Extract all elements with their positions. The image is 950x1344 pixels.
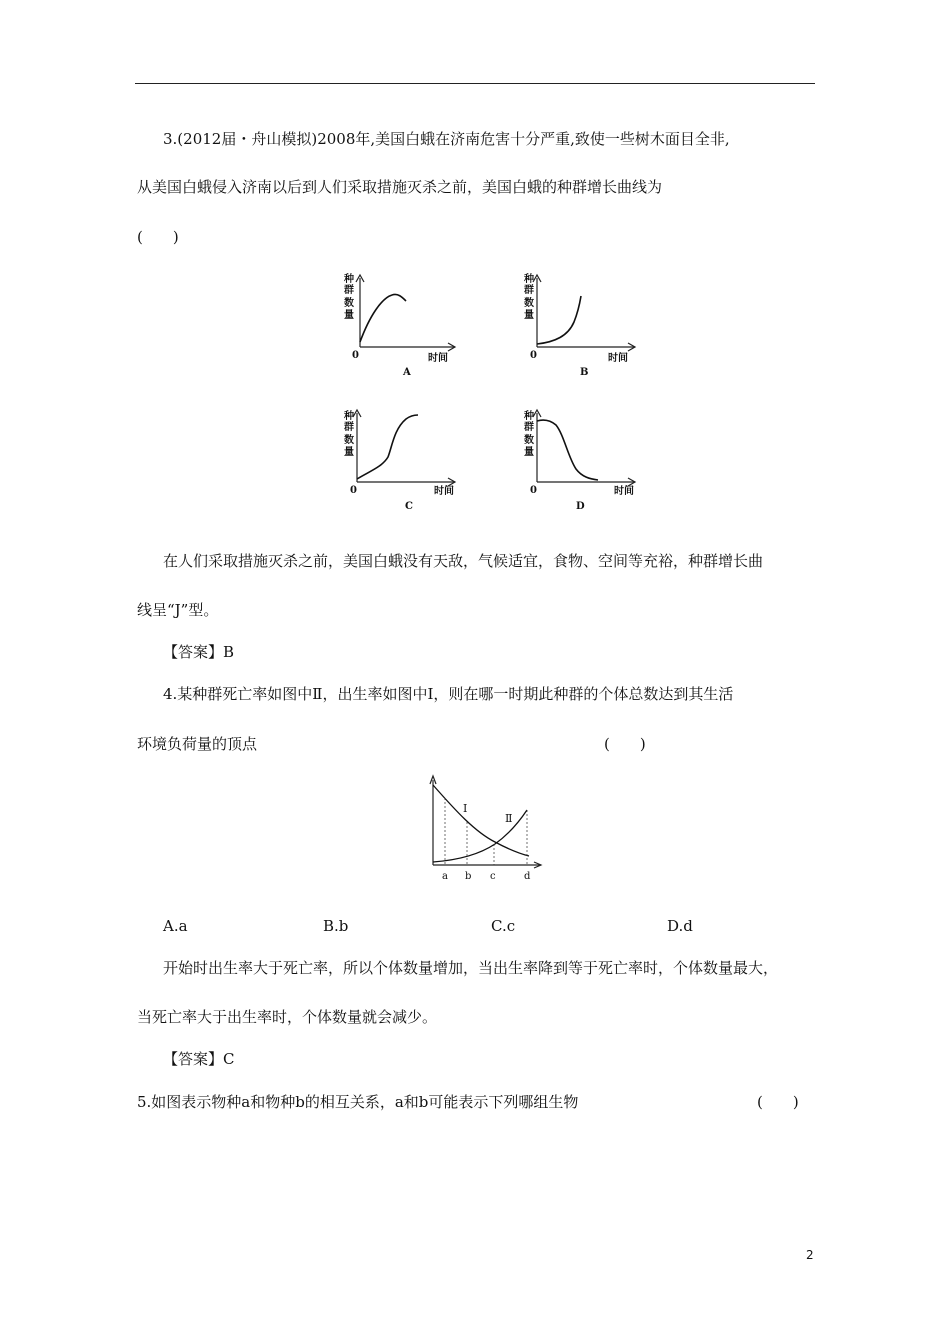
curve1-label: Ⅰ bbox=[463, 802, 468, 815]
q5-line1: 5.如图表示物种a和物种b的相互关系，a和b可能表示下列哪组生物 bbox=[137, 1093, 579, 1111]
curve-c bbox=[357, 415, 418, 479]
curve-d bbox=[537, 420, 598, 480]
q3-answer: 【答案】B bbox=[163, 643, 235, 661]
y-char: 群 bbox=[524, 422, 534, 433]
q4-line2: 环境负荷量的顶点 bbox=[137, 735, 258, 753]
y-char: 数 bbox=[344, 298, 354, 309]
option-c: C.c bbox=[491, 917, 516, 935]
x-label: 时间 bbox=[614, 486, 634, 497]
y-char: 数 bbox=[524, 298, 534, 309]
x-label: 时间 bbox=[434, 486, 454, 497]
y-char: 种 bbox=[524, 411, 534, 422]
y-char: 量 bbox=[524, 310, 534, 321]
y-char: 量 bbox=[524, 447, 534, 458]
q4-answer: 【答案】C bbox=[163, 1050, 235, 1068]
tick-c: c bbox=[490, 871, 496, 882]
graph-a bbox=[343, 272, 455, 378]
label-d: D bbox=[576, 501, 585, 512]
tick-a: a bbox=[442, 871, 448, 882]
curve-b bbox=[537, 296, 581, 344]
q4-line1: 4.某种群死亡率如图中Ⅱ，出生率如图中Ⅰ，则在哪一时期此种群的个体总数达到其生活 bbox=[163, 685, 734, 703]
q3-explain2: 线呈“J”型。 bbox=[137, 601, 219, 619]
origin: 0 bbox=[530, 350, 537, 361]
q5-paren: ( ) bbox=[757, 1093, 799, 1111]
q4-chart bbox=[425, 770, 545, 889]
graph-d bbox=[523, 409, 635, 512]
label-b: B bbox=[580, 367, 589, 378]
label-c: C bbox=[405, 501, 413, 512]
y-char: 群 bbox=[344, 285, 354, 296]
y-char: 种 bbox=[344, 411, 354, 422]
header-rule bbox=[135, 83, 815, 84]
graph-b bbox=[523, 272, 635, 378]
page-number: 2 bbox=[806, 1248, 814, 1262]
origin: 0 bbox=[352, 350, 359, 361]
origin: 0 bbox=[530, 485, 537, 496]
option-b: B.b bbox=[323, 917, 349, 935]
y-char: 群 bbox=[344, 422, 354, 433]
q4-paren: ( ) bbox=[604, 735, 646, 753]
tick-d: d bbox=[524, 871, 531, 882]
option-a: A.a bbox=[163, 917, 188, 935]
y-char: 数 bbox=[344, 435, 354, 446]
graph-c bbox=[343, 409, 455, 512]
origin: 0 bbox=[350, 485, 357, 496]
q3-graphs bbox=[330, 270, 660, 529]
tick-b: b bbox=[465, 871, 472, 882]
x-label: 时间 bbox=[428, 353, 448, 364]
q4-explain1: 开始时出生率大于死亡率，所以个体数量增加，当出生率降到等于死亡率时，个体数量最大， bbox=[163, 959, 779, 977]
label-a: A bbox=[403, 367, 411, 378]
q3-line2: 从美国白蛾侵入济南以后到人们采取措施灭杀之前，美国白蛾的种群增长曲线为 bbox=[137, 178, 663, 196]
q3-paren: ( ) bbox=[137, 228, 179, 246]
q3-explain1: 在人们采取措施灭杀之前，美国白蛾没有天敌，气候适宜，食物、空间等充裕，种群增长曲 bbox=[163, 552, 764, 570]
q4-explain2: 当死亡率大于出生率时，个体数量就会减少。 bbox=[137, 1008, 438, 1026]
q3-line1: 3.(2012届・舟山模拟)2008年,美国白蛾在济南危害十分严重,致使一些树木面目全非, bbox=[163, 130, 730, 148]
curve2-label: Ⅱ bbox=[505, 812, 513, 825]
x-label: 时间 bbox=[608, 353, 628, 364]
y-char: 量 bbox=[344, 447, 354, 458]
y-char: 种 bbox=[524, 274, 534, 285]
option-d: D.d bbox=[667, 917, 693, 935]
curve-a bbox=[360, 294, 406, 342]
y-char: 种 bbox=[344, 274, 354, 285]
curve-birth-rate bbox=[433, 785, 529, 856]
curve-death-rate bbox=[433, 810, 527, 862]
y-char: 群 bbox=[524, 285, 534, 296]
y-char: 数 bbox=[524, 435, 534, 446]
y-char: 量 bbox=[344, 310, 354, 321]
